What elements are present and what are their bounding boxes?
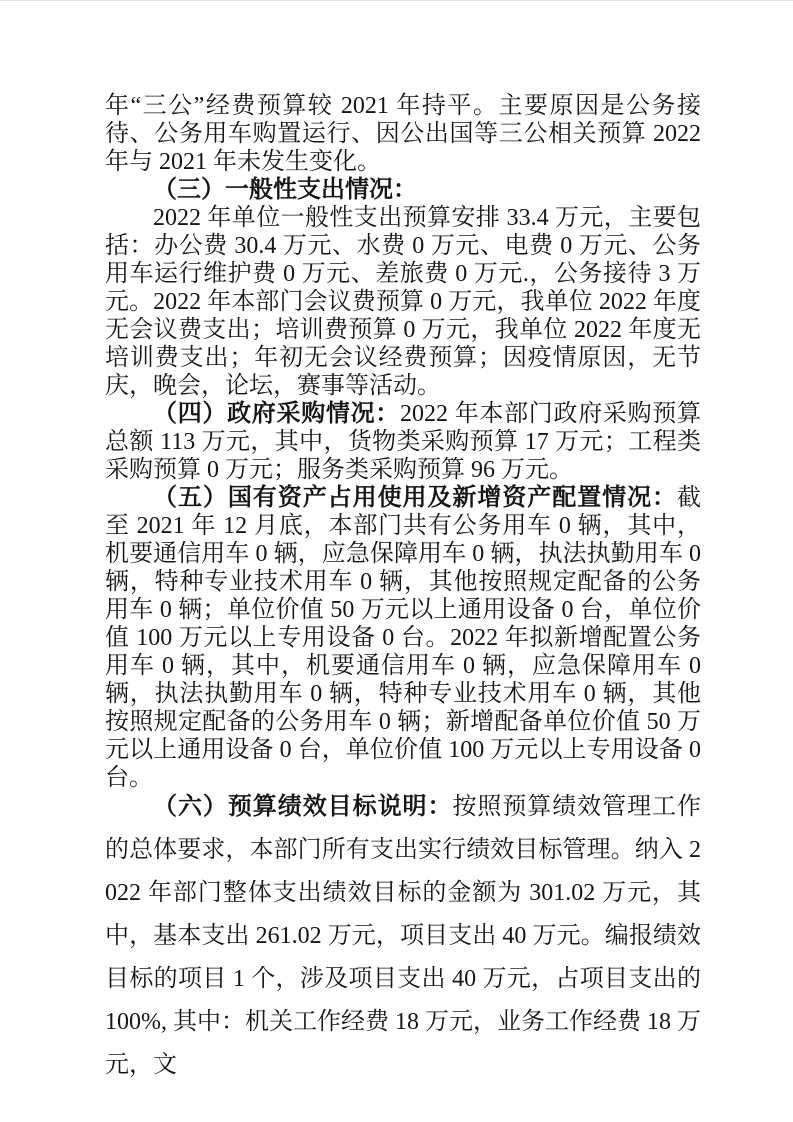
paragraph-government-procurement-body: 2022 年本部门政府采购预算总额 113 万元，其中，货物类采购预算 17 万元；工程类采购预算 0 万元；服务类采购预算 96 万元。 <box>105 401 701 483</box>
heading-section-3-general-expenditure <box>105 176 701 204</box>
heading-section-6-label: （六）预算绩效目标说明： <box>153 794 453 820</box>
paragraph-budget-performance <box>105 786 701 1087</box>
paragraph-government-procurement <box>105 400 701 484</box>
paragraph-general-expenditure: 2022 年单位一般性支出预算安排 33.4 万元，主要包括：办公费 30.4 万元、水费 0 万元、电费 0 万元、公务用车运行维护费 0 万元、差旅费 0 万元.，公务接待 3 万元。2022 年本部门会议费预算 0 万元，我单位 2022 年度无会议费支出；培训费预算 0 万元，我单位 2022 年度无培训费支出；年初无会议经费预算；因疫情原因，无节庆，晚会，论坛，赛事等活动。 <box>105 205 701 399</box>
heading-section-5-label: （五）国有资产占用使用及新增资产配置情况： <box>153 485 677 511</box>
heading-section-3-label: （三）一般性支出情况： <box>153 177 417 203</box>
paragraph-state-assets <box>105 484 701 792</box>
heading-section-4-label: （四）政府采购情况： <box>153 401 400 427</box>
paragraph-state-assets-body: 截至 2021 年 12 月底，本部门共有公务用车 0 辆，其中，机要通信用车 0 辆，应急保障用车 0 辆，执法执勤用车 0 辆，特种专业技术用车 0 辆，其他按照规定配备的公务用车 0 辆；单位价值 50 万元以上通用设备 0 台，单位价值 100 万元以上专用设备 0 台。2022 年拟新增配置公务用车 0 辆，其中，机要通信用车 0 辆，应急保障用车 0 辆，执法执勤用车 0 辆，特种专业技术用车 0 辆，其他按照规定配备的公务用车 0 辆；新增配备单位价值 50 万元以上通用设备 0 台，单位价值 100 万元以上专用设备 0 台。 <box>105 485 701 791</box>
document-page <box>0 1 793 1087</box>
paragraph-three-public-funds-continuation: 年“三公”经费预算较 2021 年持平。主要原因是公务接待、公务用车购置运行、因公出国等三公相关预算 2022 年与 2021 年未发生变化。 <box>105 93 701 175</box>
paragraph-budget-performance-body: 按照预算绩效管理工作的总体要求，本部门所有支出实行绩效目标管理。纳入 2022 年部门整体支出绩效目标的金额为 301.02 万元，其中，基本支出 261.02 万元，项目支出 40 万元。编报绩效目标的项目 1 个，涉及项目支出 40 万元，占项目支出的 100%, 其中：机关工作经费 18 万元，业务工作经费 18 万元，文 <box>105 794 702 1078</box>
